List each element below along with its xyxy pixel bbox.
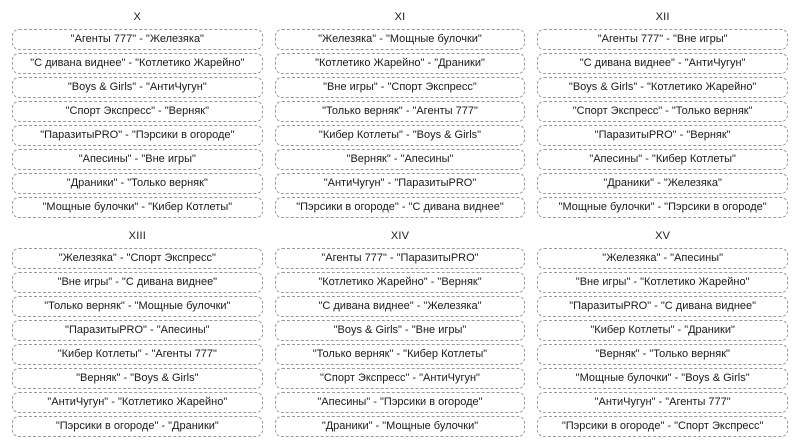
match-label: "Железяка" - "Мощные булочки"	[318, 33, 482, 45]
match-label: "ПаразитыPRO" - "С дивана виднее"	[569, 300, 757, 312]
rounds-grid	[6, 8, 794, 446]
round-block	[531, 8, 794, 227]
match-label: "Мощные булочки" - "Пэрсики в огороде"	[558, 201, 767, 213]
match-label: "Железяка" - "Апесины"	[602, 252, 723, 264]
match-card[interactable]	[537, 197, 788, 218]
match-card[interactable]	[12, 197, 263, 218]
match-label: "АнтиЧугун" - "Котлетико Жарейно"	[47, 396, 228, 408]
match-label: "Кибер Котлеты" - "Boys & Girls"	[318, 129, 482, 141]
match-label: "Агенты 777" - "Вне игры"	[597, 33, 728, 45]
match-label: "С дивана виднее" - "Котлетико Жарейно"	[30, 57, 245, 69]
match-label: "ПаразитыPRO" - "Верняк"	[594, 129, 731, 141]
match-label: "Верняк" - "Только верняк"	[595, 348, 730, 360]
match-label: "Апесины" - "Пэрсики в огороде"	[317, 396, 483, 408]
match-card[interactable]	[537, 101, 788, 122]
match-card[interactable]	[537, 320, 788, 341]
match-card[interactable]	[275, 101, 526, 122]
match-card[interactable]	[537, 149, 788, 170]
match-card[interactable]	[275, 197, 526, 218]
match-card[interactable]	[275, 320, 526, 341]
match-label: "Вне игры" - "Спорт Экспресс"	[323, 81, 477, 93]
match-card[interactable]	[537, 416, 788, 437]
match-card[interactable]	[275, 416, 526, 437]
match-label: "Пэрсики в огороде" - "Драники"	[55, 420, 219, 432]
match-label: "Драники" - "Железяка"	[603, 177, 722, 189]
match-card[interactable]	[12, 77, 263, 98]
match-card[interactable]	[12, 248, 263, 269]
match-list	[537, 248, 788, 437]
round-title: XI	[394, 11, 406, 23]
match-card[interactable]	[275, 368, 526, 389]
match-card[interactable]	[537, 53, 788, 74]
match-card[interactable]	[537, 368, 788, 389]
match-label: "ПаразитыPRO" - "Пэрсики в огороде"	[40, 129, 235, 141]
round-title: X	[133, 11, 142, 23]
match-list	[537, 29, 788, 218]
match-card[interactable]	[12, 344, 263, 365]
match-label: "Верняк" - "Апесины"	[346, 153, 454, 165]
match-card[interactable]	[12, 368, 263, 389]
match-list	[12, 248, 263, 437]
match-label: "Только верняк" - "Агенты 777"	[322, 105, 478, 117]
match-label: "Вне игры" - "С дивана виднее"	[57, 276, 218, 288]
match-card[interactable]	[275, 296, 526, 317]
match-card[interactable]	[537, 272, 788, 293]
match-card[interactable]	[275, 248, 526, 269]
match-card[interactable]	[12, 416, 263, 437]
match-card[interactable]	[12, 320, 263, 341]
match-card[interactable]	[537, 392, 788, 413]
match-label: "Агенты 777" - "Железяка"	[70, 33, 204, 45]
match-card[interactable]	[275, 149, 526, 170]
match-card[interactable]	[537, 248, 788, 269]
round-block	[269, 8, 532, 227]
match-card[interactable]	[275, 53, 526, 74]
match-card[interactable]	[537, 77, 788, 98]
match-label: "С дивана виднее" - "АнтиЧугун"	[579, 57, 746, 69]
match-card[interactable]	[275, 173, 526, 194]
match-label: "Только верняк" - "Мощные булочки"	[44, 300, 231, 312]
match-label: "Котлетико Жарейно" - "Верняк"	[318, 276, 482, 288]
match-label: "Спорт Экспресс" - "Верняк"	[65, 105, 209, 117]
match-card[interactable]	[12, 125, 263, 146]
match-list	[275, 29, 526, 218]
match-card[interactable]	[12, 296, 263, 317]
match-list	[12, 29, 263, 218]
match-label: "Boys & Girls" - "АнтиЧугун"	[67, 81, 207, 93]
round-title: XIV	[390, 230, 410, 242]
round-block	[6, 227, 269, 446]
round-title: XII	[655, 11, 670, 23]
round-title: XV	[655, 230, 671, 242]
round-title: XIII	[128, 230, 146, 242]
match-label: "ПаразитыPRO" - "Апесины"	[65, 324, 210, 336]
match-card[interactable]	[537, 344, 788, 365]
match-card[interactable]	[12, 53, 263, 74]
match-card[interactable]	[275, 125, 526, 146]
match-card[interactable]	[12, 173, 263, 194]
match-card[interactable]	[12, 29, 263, 50]
match-card[interactable]	[12, 149, 263, 170]
match-label: "Верняк" - "Boys & Girls"	[76, 372, 199, 384]
match-card[interactable]	[537, 29, 788, 50]
match-card[interactable]	[537, 173, 788, 194]
match-card[interactable]	[537, 125, 788, 146]
match-label: "Кибер Котлеты" - "Агенты 777"	[57, 348, 217, 360]
match-card[interactable]	[275, 392, 526, 413]
match-label: "С дивана виднее" - "Железяка"	[318, 300, 482, 312]
match-label: "Пэрсики в огороде" - "С дивана виднее"	[296, 201, 504, 213]
match-card[interactable]	[12, 272, 263, 293]
match-label: "Boys & Girls" - "Вне игры"	[333, 324, 467, 336]
match-label: "Апесины" - "Вне игры"	[78, 153, 196, 165]
match-card[interactable]	[275, 344, 526, 365]
match-card[interactable]	[12, 101, 263, 122]
match-card[interactable]	[12, 392, 263, 413]
match-label: "Только верняк" - "Кибер Котлеты"	[312, 348, 488, 360]
match-label: "Драники" - "Только верняк"	[66, 177, 208, 189]
match-label: "Boys & Girls" - "Котлетико Жарейно"	[568, 81, 757, 93]
match-label: "Драники" - "Мощные булочки"	[321, 420, 479, 432]
match-card[interactable]	[537, 296, 788, 317]
match-label: "АнтиЧугун" - "ПаразитыPRO"	[323, 177, 477, 189]
match-card[interactable]	[275, 29, 526, 50]
match-label: "Железяка" - "Спорт Экспресс"	[58, 252, 216, 264]
match-label: "АнтиЧугун" - "Агенты 777"	[594, 396, 731, 408]
match-label: "Котлетико Жарейно" - "Драники"	[315, 57, 485, 69]
match-label: "Вне игры" - "Котлетико Жарейно"	[575, 276, 750, 288]
round-block	[531, 227, 794, 446]
match-list	[275, 248, 526, 437]
round-block	[6, 8, 269, 227]
match-label: "Мощные булочки" - "Boys & Girls"	[575, 372, 750, 384]
match-card[interactable]	[275, 77, 526, 98]
match-card[interactable]	[275, 272, 526, 293]
match-label: "Спорт Экспресс" - "АнтиЧугун"	[320, 372, 480, 384]
match-label: "Спорт Экспресс" - "Только верняк"	[572, 105, 753, 117]
match-label: "Агенты 777" - "ПаразитыPRO"	[321, 252, 479, 264]
match-label: "Пэрсики в огороде" - "Спорт Экспресс"	[561, 420, 764, 432]
match-label: "Мощные булочки" - "Кибер Котлеты"	[42, 201, 233, 213]
match-label: "Апесины" - "Кибер Котлеты"	[589, 153, 736, 165]
match-label: "Кибер Котлеты" - "Драники"	[590, 324, 735, 336]
round-block	[269, 227, 532, 446]
